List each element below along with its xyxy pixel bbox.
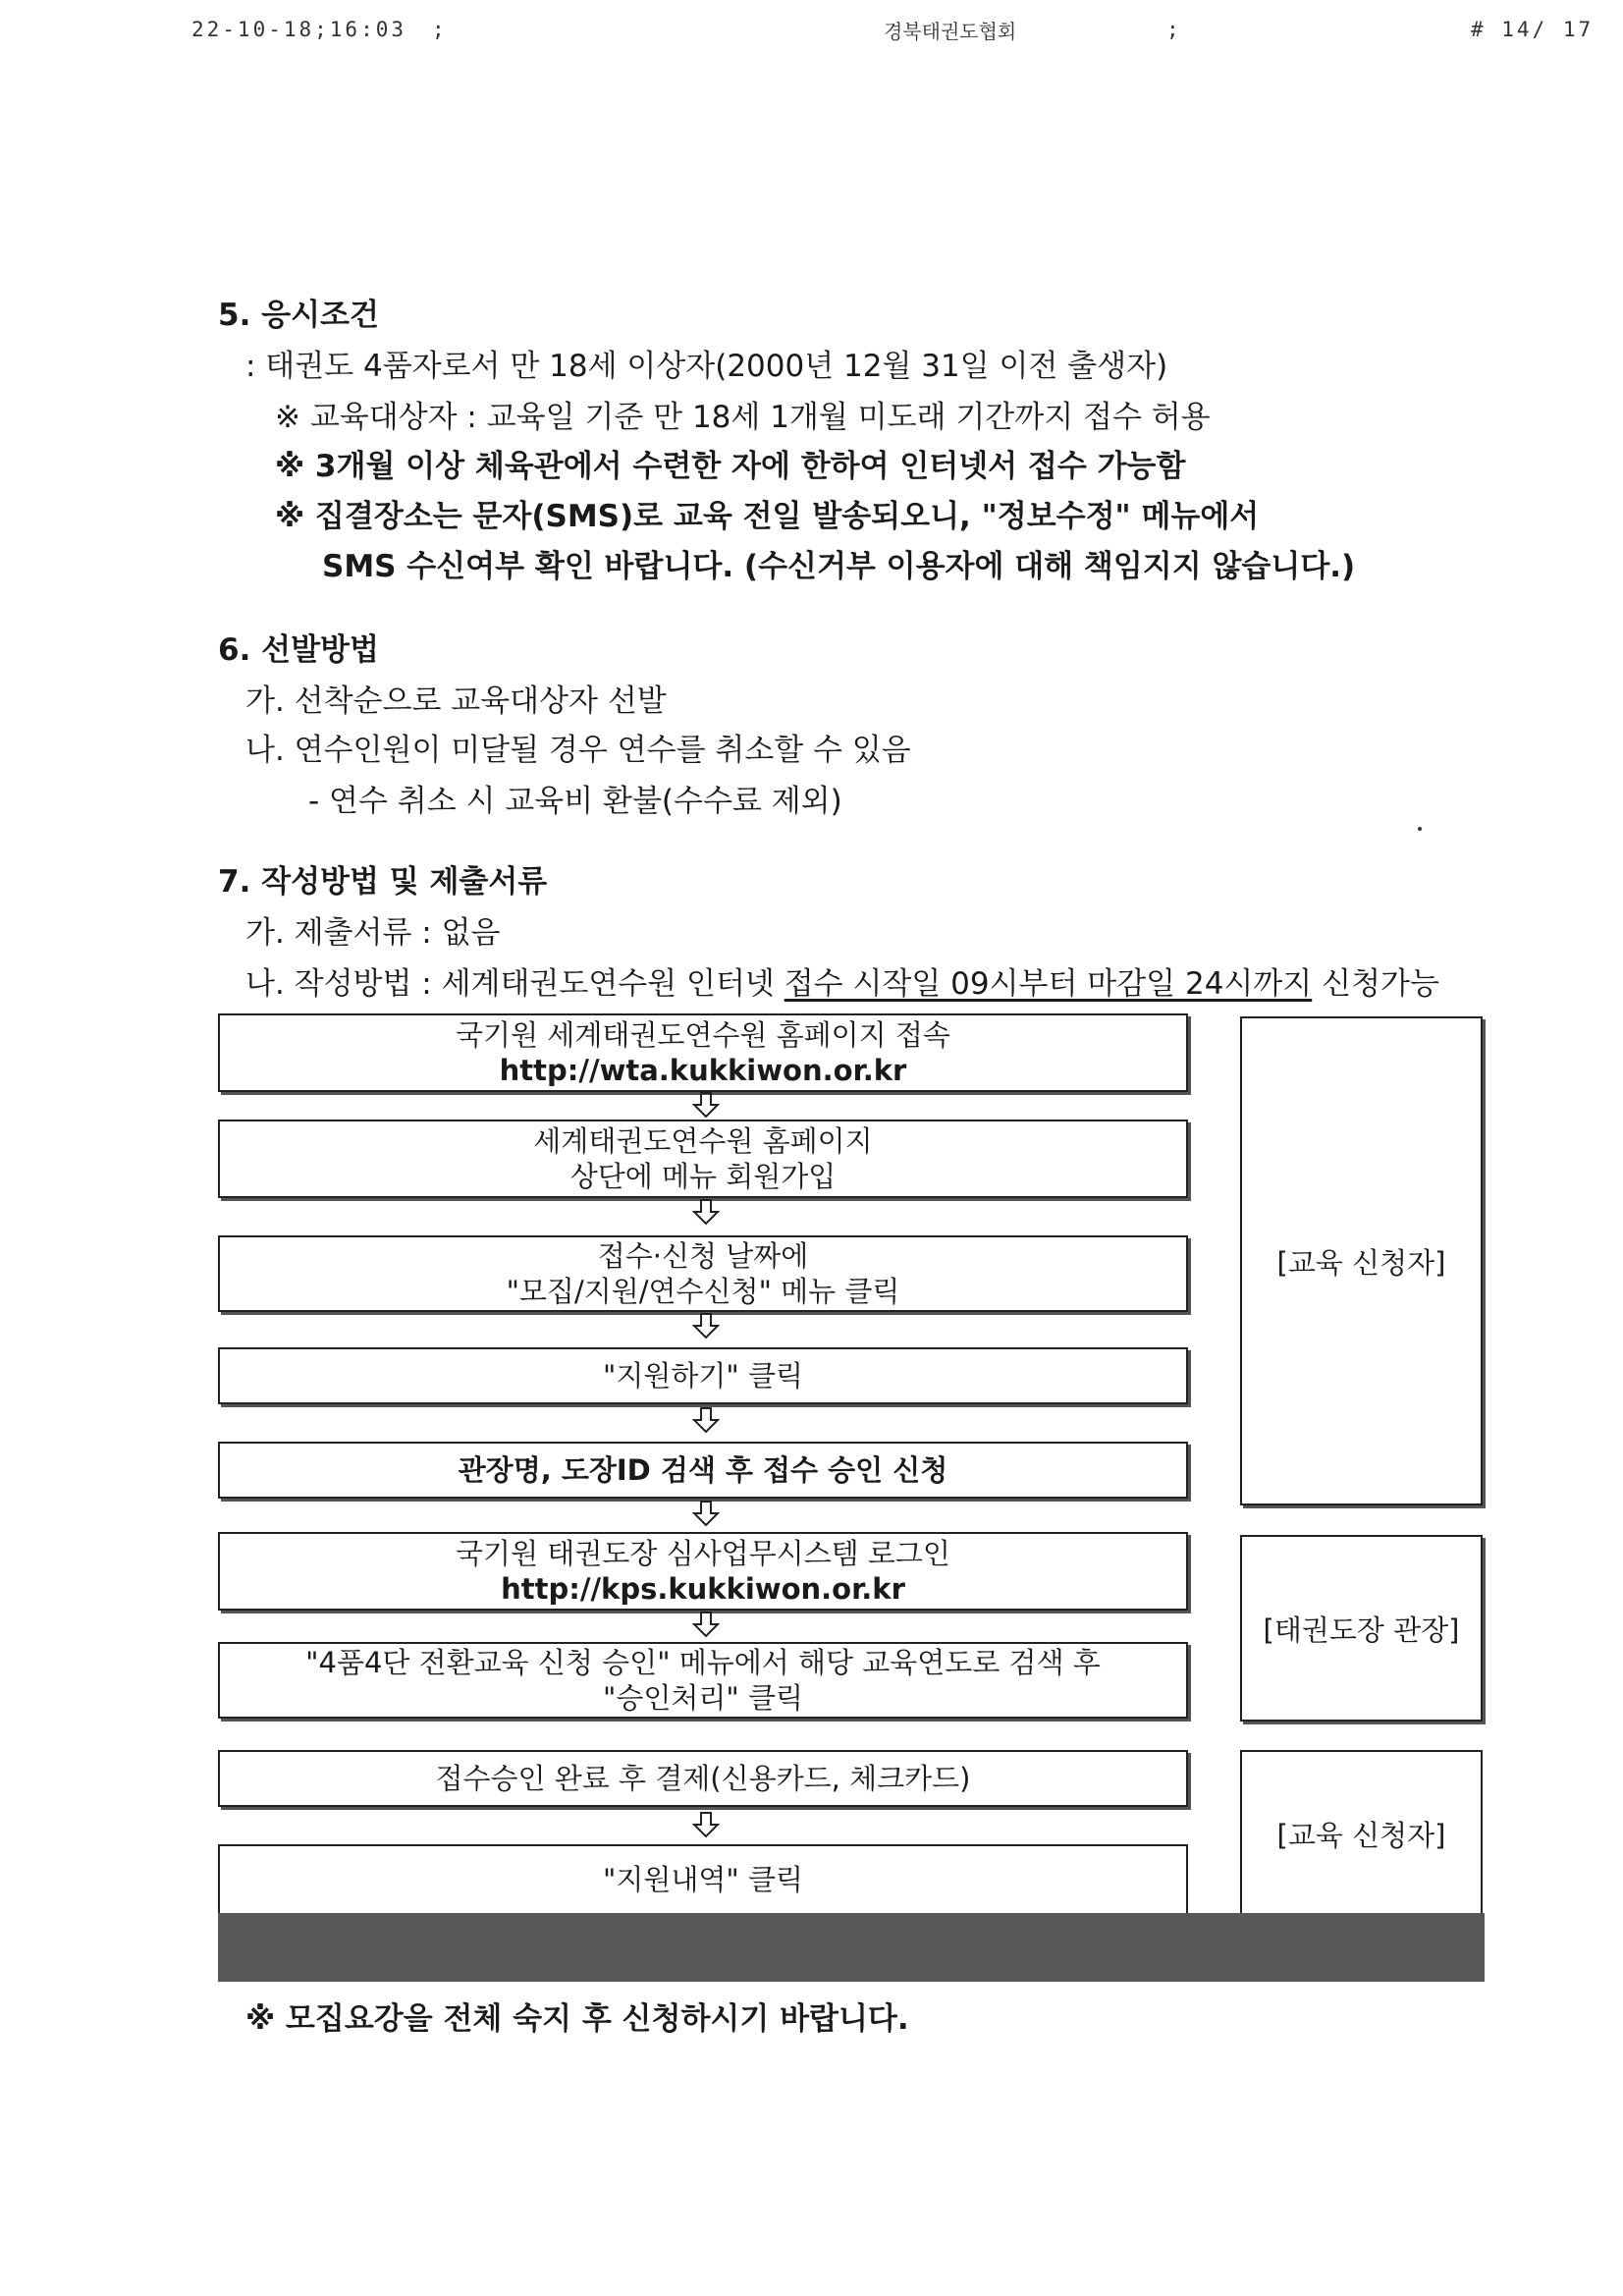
flow-step-menu [218,1235,1188,1312]
fax-separator: ; [1166,18,1182,41]
fax-separator: ; [432,18,448,41]
role-label-text: [교육 신청자] [1276,1245,1446,1280]
flow-step-homepage [218,1013,1188,1092]
flow-step-text: 상단에 메뉴 회원가입 [569,1160,837,1193]
role-label-text: [교육 신청자] [1276,1818,1446,1852]
role-label-applicant [1240,1016,1483,1505]
down-arrow-icon [692,1407,720,1433]
section6-item: 가. 선착순으로 교육대상자 선발 [245,683,667,719]
flow-step-text: "지원내역" 클릭 [603,1863,803,1896]
role-label-text: [태권도장 관장] [1263,1613,1460,1647]
section6-item: 나. 연수인원이 미달될 경우 연수를 취소할 수 있음 [245,733,911,768]
flow-step-kps-login [218,1532,1188,1611]
footer-note: ※ 모집요강을 전체 숙지 후 신청하시기 바랍니다. [245,2001,909,2037]
flow-step-history [218,1844,1188,1915]
down-arrow-icon [692,1199,720,1225]
section5-note: ※ 3개월 이상 체육관에서 수련한 자에 한하여 인터넷서 접수 가능함 [275,449,1186,484]
down-arrow-icon [692,1612,720,1637]
down-arrow-icon [692,1092,720,1118]
flow-step-text: 접수승인 완료 후 결제(신용카드, 체크카드) [435,1762,971,1795]
down-arrow-icon [692,1313,720,1339]
scan-speck [1418,827,1422,831]
section7-title: 7. 작성방법 및 제출서류 [218,864,548,900]
fax-sender: 경북태권도협회 [884,20,1017,43]
flow-step-approve [218,1642,1188,1719]
method-suffix: 신청가능 [1312,966,1439,1002]
section5-title: 5. 응시조건 [218,298,379,333]
section5-note: SMS 수신여부 확인 바랍니다. (수신거부 이용자에 대해 책임지지 않습니다.) [322,549,1356,584]
method-prefix: 나. 작성방법 : 세계태권도연수원 인터넷 [245,966,784,1002]
flow-step-text: "모집/지원/연수신청" 메뉴 클릭 [506,1275,900,1308]
flow-step-text: 관장명, 도장ID 검색 후 접수 승인 신청 [458,1453,948,1487]
section6-item: - 연수 취소 시 교육비 환불(수수료 제외) [308,784,842,819]
flow-step-text: 접수·신청 날짜에 [597,1239,809,1273]
section6-title: 6. 선발방법 [218,632,379,668]
fax-page-number: # 14/ 17 [1471,18,1595,41]
down-arrow-icon [692,1501,720,1526]
flow-step-url: http://wta.kukkiwon.or.kr [499,1054,907,1087]
redaction-bar [218,1913,1485,1982]
flow-step-text: "4품4단 전환교육 신청 승인" 메뉴에서 해당 교육연도로 검색 후 [305,1646,1101,1679]
fax-datetime: 22-10-18;16:03 [191,18,407,41]
method-deadline: 접수 시작일 09시부터 마감일 24시까지 [784,966,1313,1002]
flow-step-text: "지원하기" 클릭 [603,1359,803,1393]
flow-step-text: "승인처리" 클릭 [603,1681,803,1715]
flow-step-approval-request [218,1442,1188,1499]
flow-step-text: 세계태권도연수원 홈페이지 [533,1124,873,1158]
section5-note: ※ 교육대상자 : 교육일 기준 만 18세 1개월 미도래 기간까지 접수 허용 [275,400,1211,435]
section7-docs: 가. 제출서류 : 없음 [245,915,501,951]
role-label-applicant [1240,1750,1483,1917]
section5-note: ※ 집결장소는 문자(SMS)로 교육 전일 발송되오니, "정보수정" 메뉴에서 [275,499,1260,534]
flow-step-apply [218,1347,1188,1404]
down-arrow-icon [692,1812,720,1837]
role-label-gym-owner [1240,1535,1483,1722]
flow-step-signup [218,1120,1188,1198]
flow-step-text: 국기원 세계태권도연수원 홈페이지 접속 [456,1018,950,1052]
flow-step-text: 국기원 태권도장 심사업무시스템 로그인 [456,1537,950,1570]
section7-method [245,958,1439,1003]
flow-step-payment [218,1750,1188,1807]
section5-condition: : 태권도 4품자로서 만 18세 이상자(2000년 12월 31일 이전 출생자) [245,349,1168,384]
flow-step-url: http://kps.kukkiwon.or.kr [501,1572,905,1606]
